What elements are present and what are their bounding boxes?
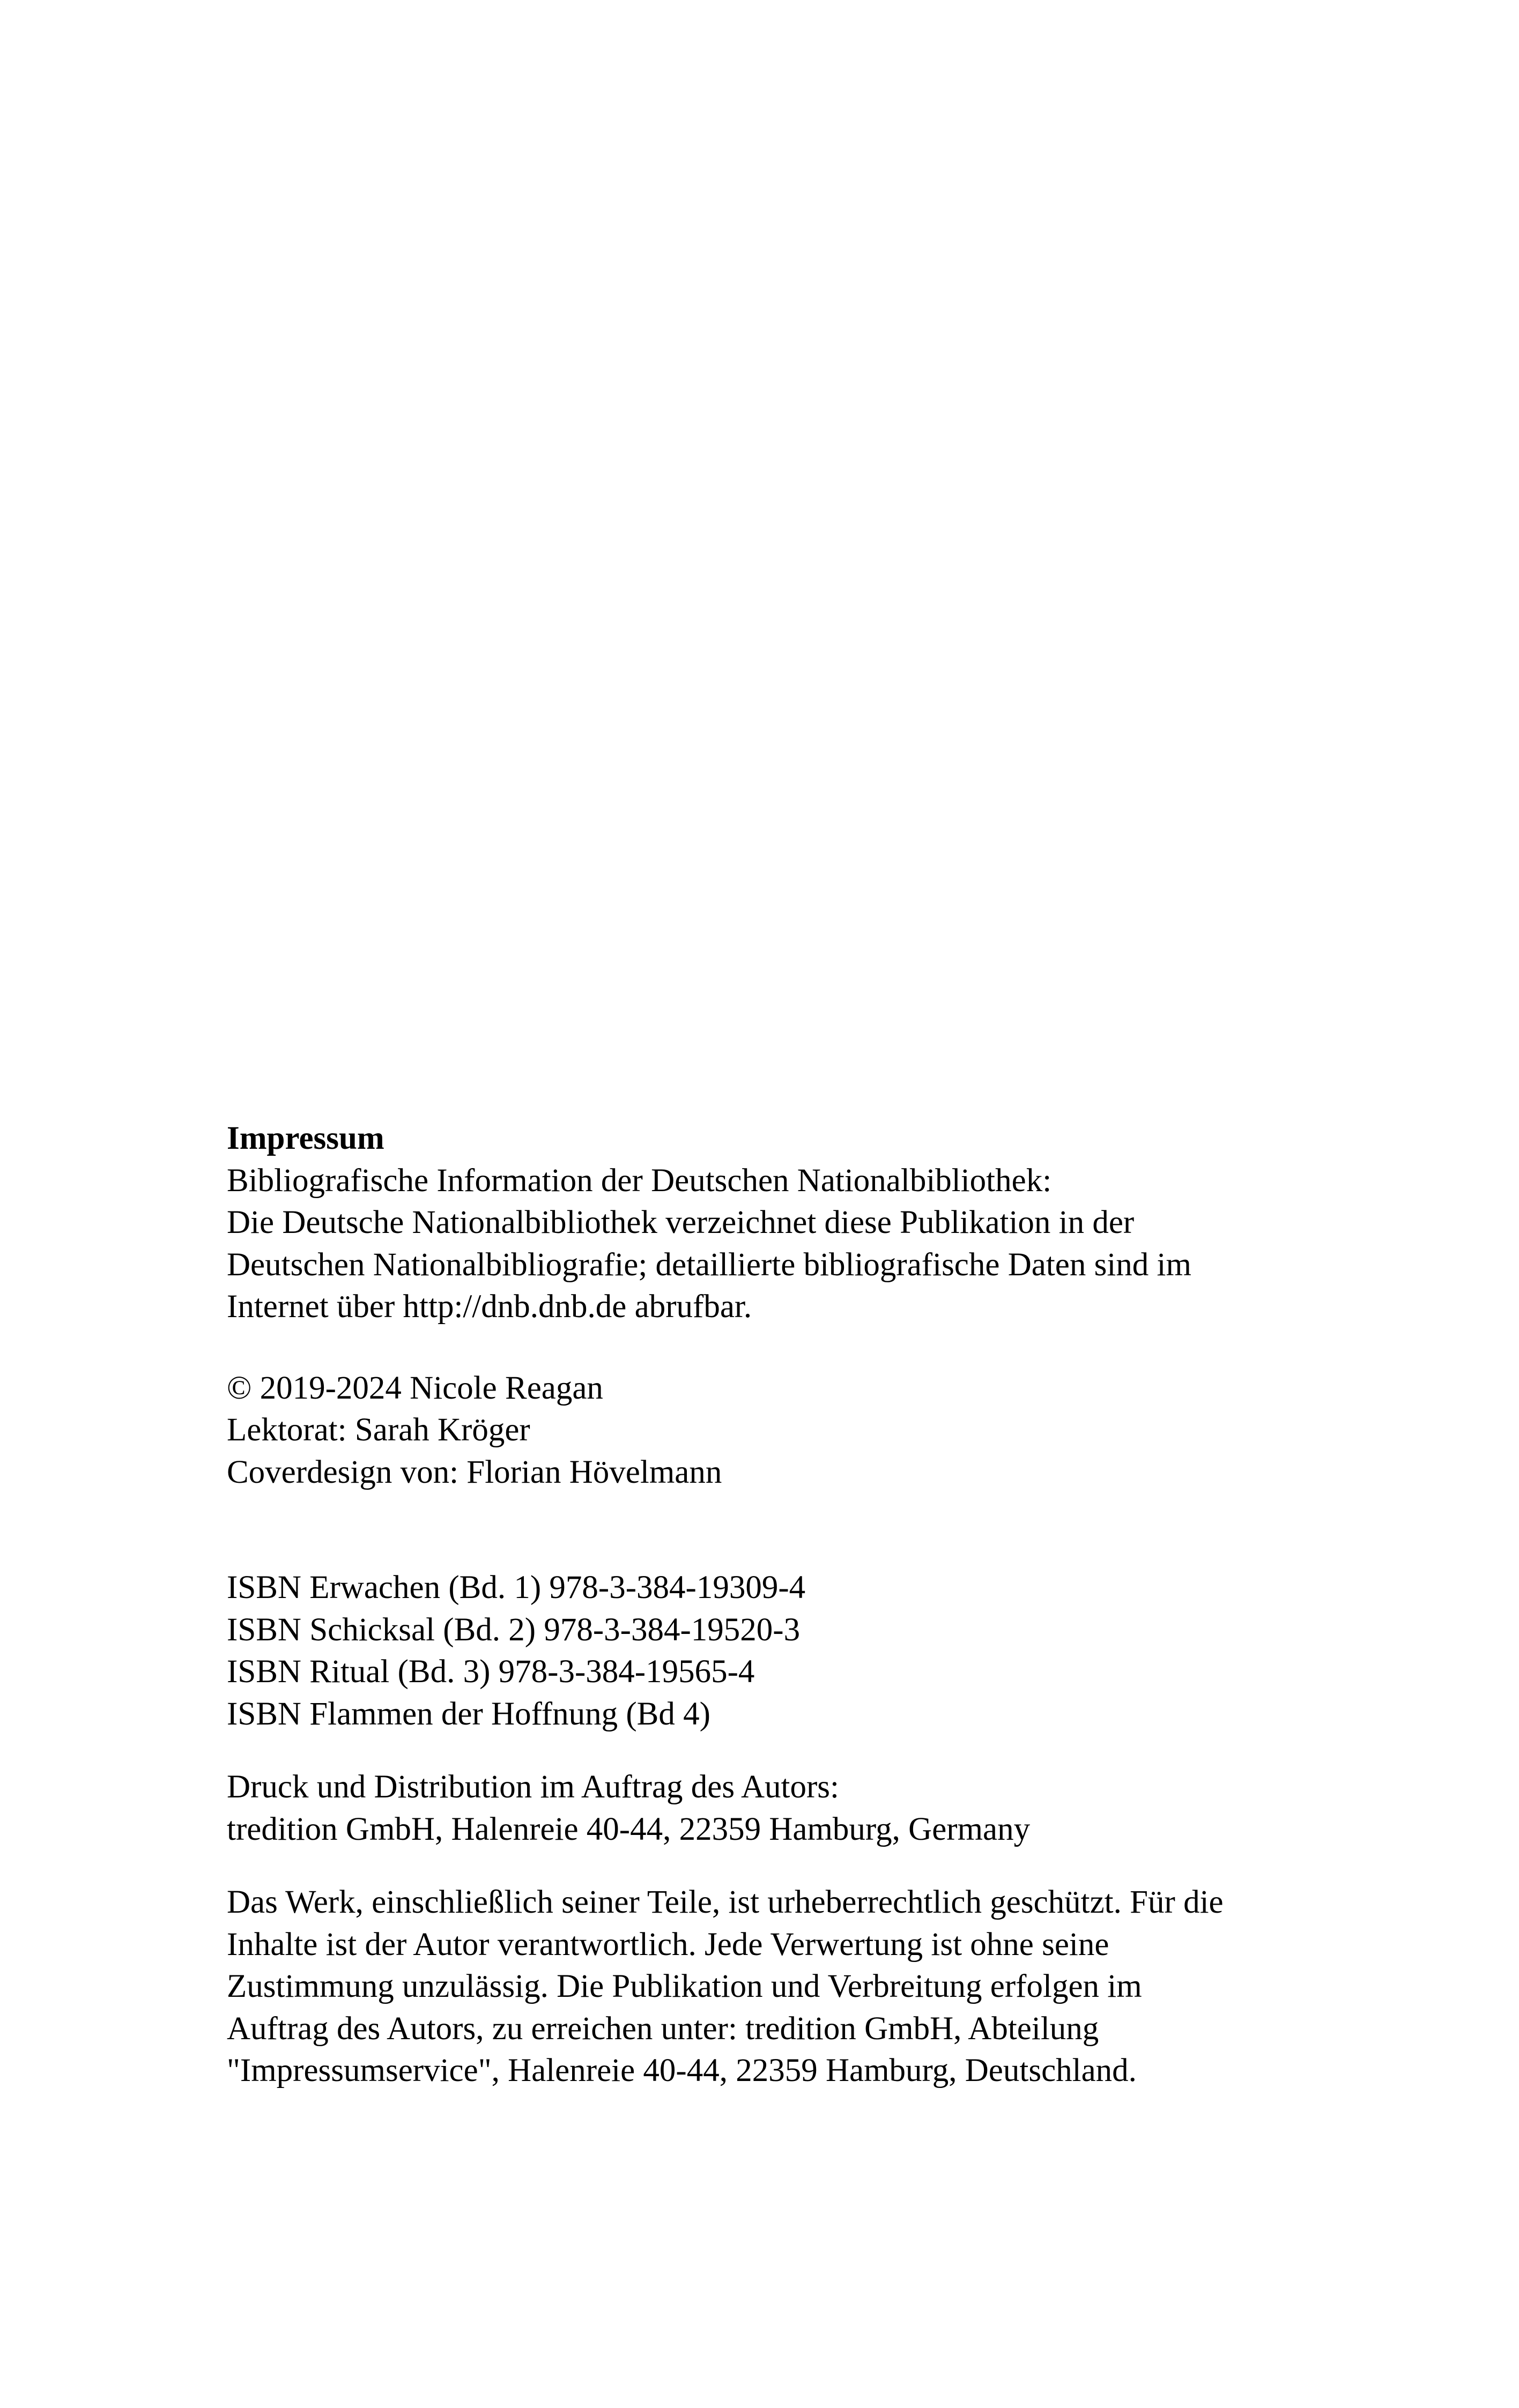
notice-line: Auftrag des Autors, zu erreichen unter: tredition GmbH, Abteilung (227, 2010, 1099, 2047)
bibliographic-line: Internet über http://dnb.dnb.de abrufbar. (227, 1289, 752, 1325)
isbn-line: ISBN Erwachen (Bd. 1) 978-3-384-19309-4 (227, 1570, 806, 1606)
isbn-block (227, 1567, 1433, 1735)
imprint-title: Impressum (227, 1120, 384, 1156)
distribution-block (227, 1766, 1433, 1850)
isbn-line: ISBN Flammen der Hoffnung (Bd 4) (227, 1696, 710, 1732)
bibliographic-info (227, 1160, 1433, 1328)
bibliographic-line: Bibliografische Information der Deutschen Nationalbibliothek: (227, 1162, 1052, 1199)
bibliographic-line: Die Deutsche Nationalbibliothek verzeichnet diese Publikation in der (227, 1205, 1135, 1240)
isbn-line: ISBN Ritual (Bd. 3) 978-3-384-19565-4 (227, 1654, 755, 1690)
notice-line: "Impressumservice", Halenreie 40-44, 22359 Hamburg, Deutschland. (227, 2053, 1137, 2089)
distribution-line: tredition GmbH, Halenreie 40-44, 22359 Hamburg, Germany (227, 1811, 1031, 1847)
copyright-notice (227, 1882, 1433, 2092)
notice-line: Inhalte ist der Autor verantwortlich. Jede Verwertung ist ohne seine (227, 1926, 1109, 1963)
notice-line: Zustimmung unzulässig. Die Publikation und Verbreitung erfolgen im (227, 1968, 1142, 2004)
imprint-section (227, 1118, 1433, 2092)
bibliographic-line: Deutschen Nationalbibliografie; detaillierte bibliografische Daten sind im (227, 1246, 1191, 1283)
credits-block (227, 1367, 1433, 1494)
cover-design-line: Coverdesign von: Florian Hövelmann (227, 1454, 722, 1490)
editor-line: Lektorat: Sarah Kröger (227, 1412, 530, 1448)
distribution-line: Druck und Distribution im Auftrag des Autors: (227, 1769, 839, 1805)
copyright-line: © 2019-2024 Nicole Reagan (227, 1370, 603, 1406)
isbn-line: ISBN Schicksal (Bd. 2) 978-3-384-19520-3 (227, 1611, 801, 1648)
notice-line: Das Werk, einschließlich seiner Teile, ist urheberrechtlich geschützt. Für die (227, 1884, 1224, 1920)
